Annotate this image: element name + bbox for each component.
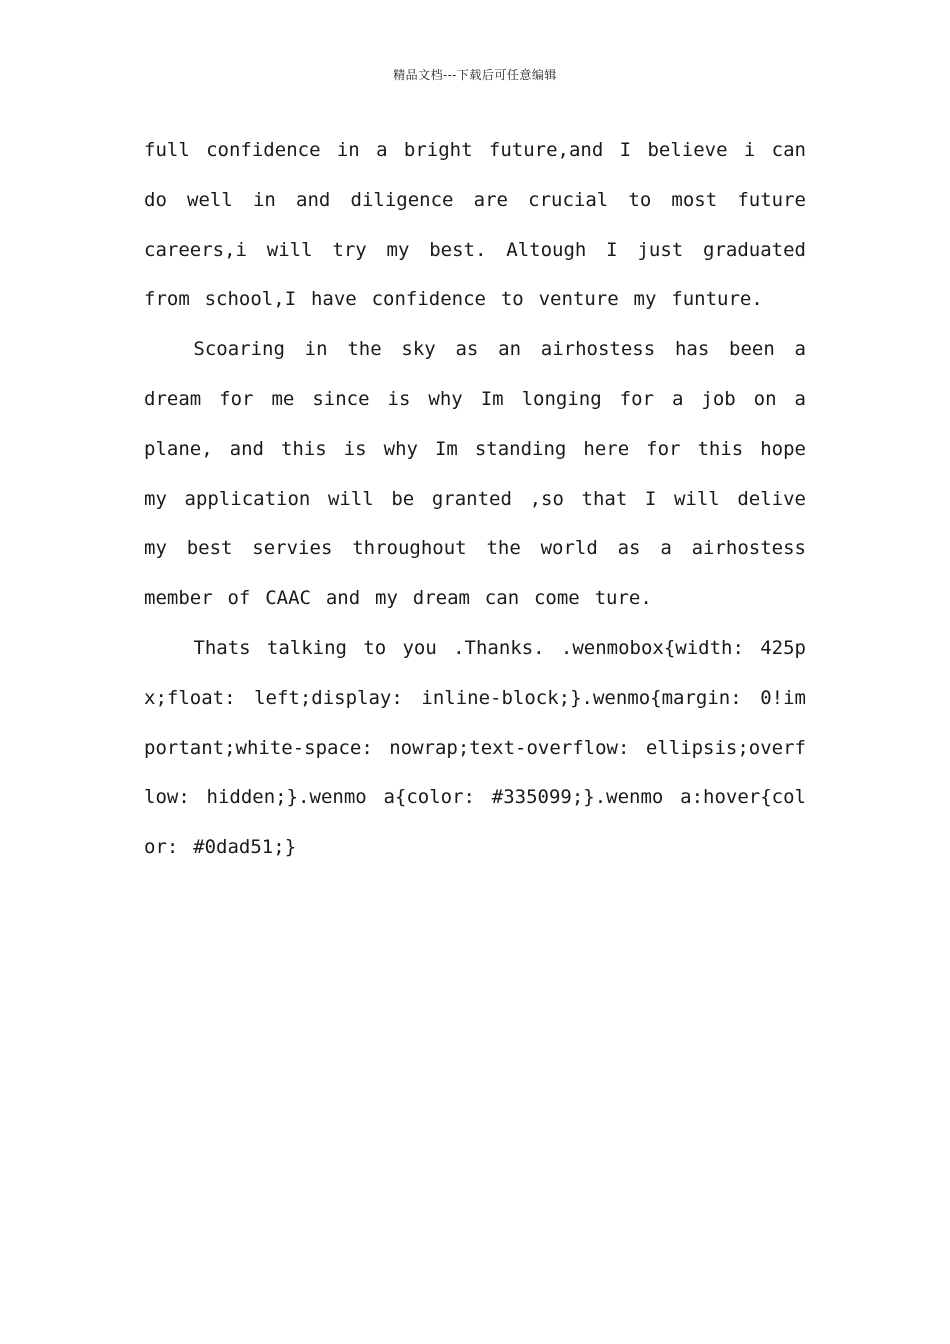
page-header: 精品文档---下载后可任意编辑 [393, 68, 557, 82]
document-body [144, 126, 806, 873]
paragraph-1: full confidence in a bright future,and I believe i can do well in and diligence are crucial to most future careers,i will try my best. Altough I just graduated from school,I have confidence to venture my funture. [144, 139, 806, 311]
paragraph-2: Scoaring in the sky as an airhostess has been a dream for me since is why Im longing for a job on a plane, and this is why Im standing here for this hope my application will be granted ,so that I will delive my best servies throughout the world as a airhostess member of CAAC and my dream can come ture. [144, 338, 806, 610]
paragraph-3: Thats talking to you .Thanks. .wenmobox{width: 425px;float: left;display: inline-block;}.wenmo{margin: 0!important;white-space: nowrap;text-overflow: ellipsis;overflow: hidden;}.wenmo a{color: #335099;}.wenmo a:hover{color: #0dad51;} [144, 636, 806, 859]
